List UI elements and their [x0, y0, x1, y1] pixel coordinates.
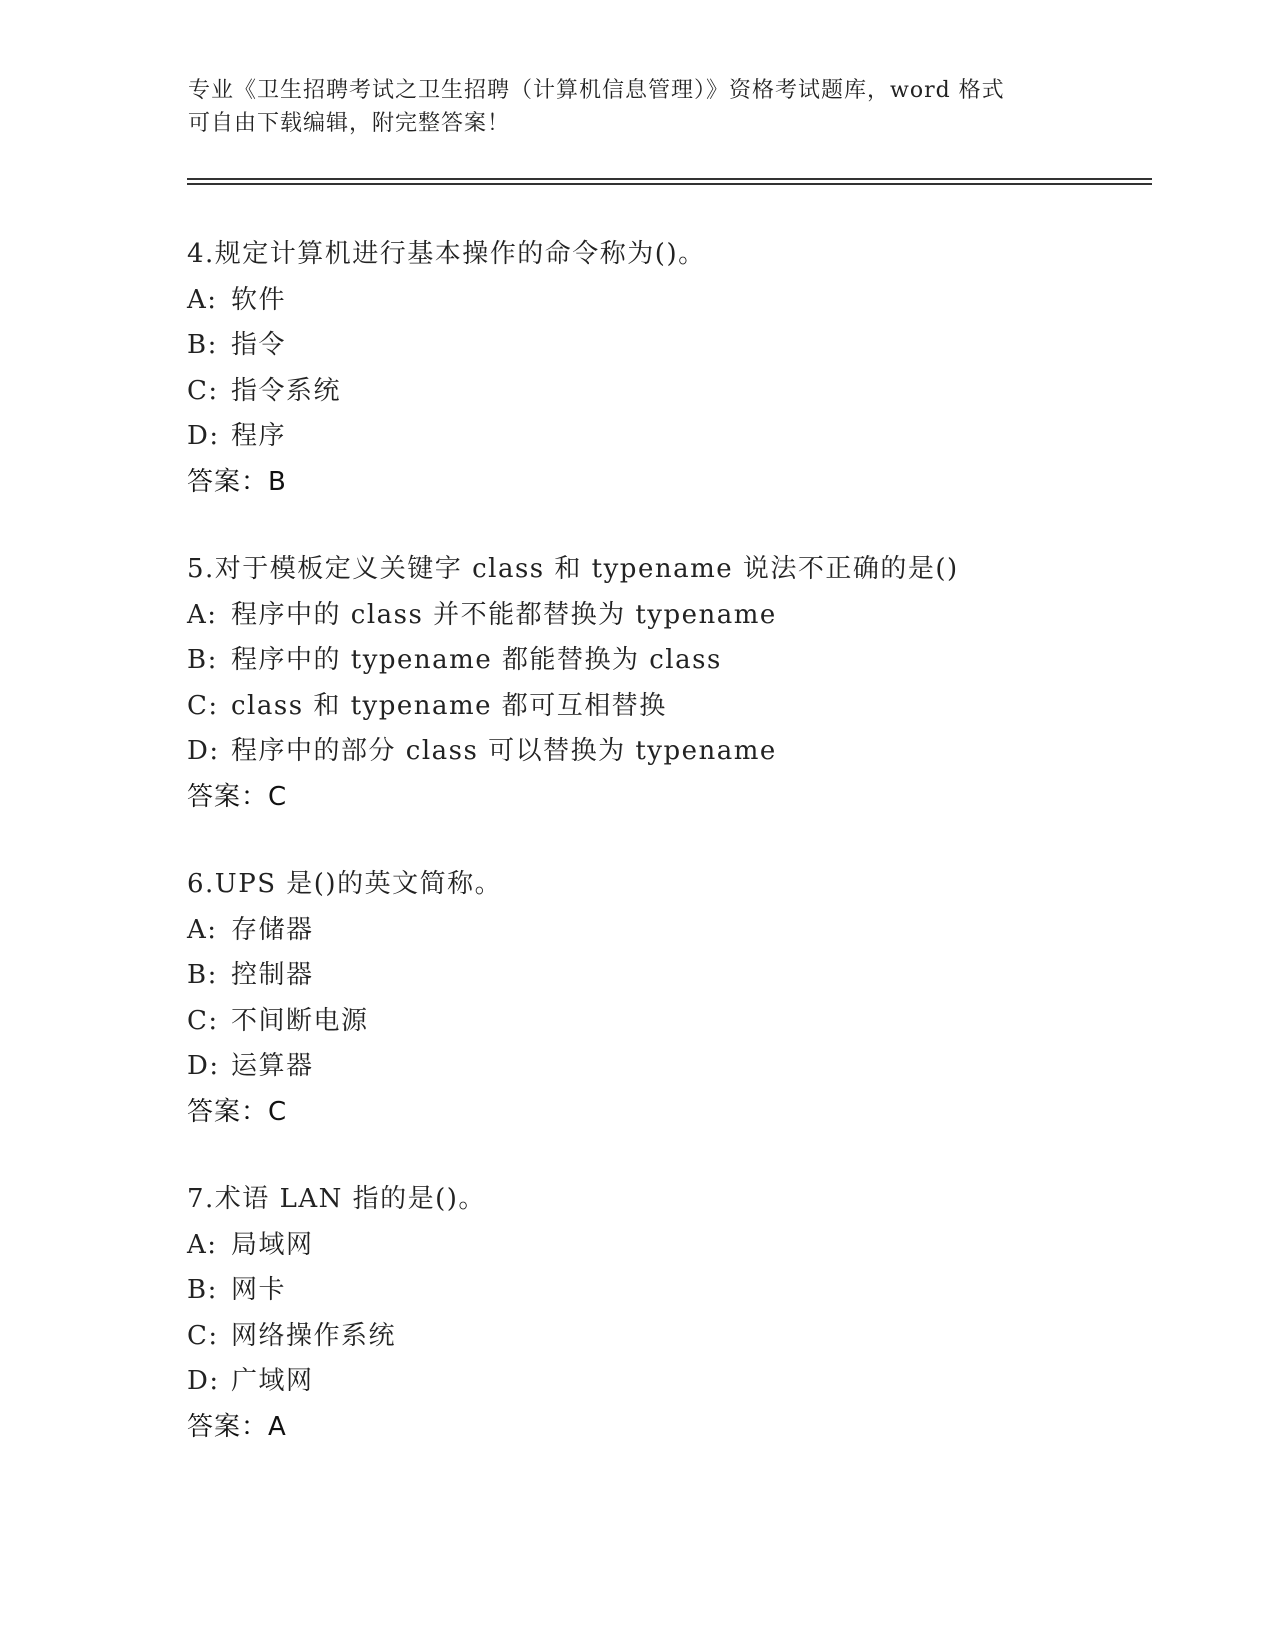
option-text: 软件 [231, 284, 287, 315]
option-text: 网络操作系统 [231, 1320, 397, 1351]
option-d [187, 414, 1187, 460]
option-text: 指令 [231, 330, 287, 360]
document-header [188, 74, 1068, 140]
header-divider-top [187, 178, 1152, 180]
option-c [187, 999, 1187, 1045]
option-text: 指令系统 [231, 375, 342, 406]
option-a [187, 593, 1187, 639]
option-c [187, 369, 1187, 415]
option-text: class 和 typename 都可互相替换 [231, 690, 667, 721]
option-b [187, 1268, 1187, 1314]
option-text: 程序中的 typename 都能替换为 class [231, 645, 722, 675]
option-c [187, 684, 1187, 730]
option-label: B: [187, 330, 218, 360]
option-label: B: [187, 1275, 218, 1305]
option-text: 不间断电源 [231, 1005, 369, 1036]
option-label: A: [187, 1229, 218, 1260]
option-c [187, 1314, 1187, 1360]
option-a [187, 1223, 1187, 1269]
option-label: C: [187, 1320, 219, 1351]
answer-line: 答案：B [187, 466, 287, 497]
header-line-1: 专业《卫生招聘考试之卫生招聘（计算机信息管理）》资格考试题库，word 格式 [188, 78, 1005, 103]
option-label: A: [187, 914, 218, 945]
option-label: D: [187, 421, 220, 451]
option-label: D: [187, 1366, 220, 1396]
option-text: 广域网 [231, 1366, 314, 1396]
option-d [187, 1044, 1187, 1090]
header-line-2: 可自由下载编辑，附完整答案！ [188, 111, 511, 136]
answer-line: 答案：C [187, 781, 288, 812]
option-text: 运算器 [231, 1051, 314, 1081]
answer-line: 答案：A [187, 1411, 287, 1442]
option-text: 控制器 [231, 960, 314, 990]
answer-line: 答案：C [187, 1096, 288, 1127]
option-text: 存储器 [231, 914, 314, 945]
option-label: B: [187, 960, 218, 990]
question-stem: 4.规定计算机进行基本操作的命令称为()。 [187, 239, 706, 269]
question-block [187, 1177, 1187, 1450]
option-label: A: [187, 599, 218, 630]
option-a [187, 278, 1187, 324]
question-block [187, 232, 1187, 505]
option-label: C: [187, 1005, 219, 1036]
option-text: 程序中的 class 并不能都替换为 typename [231, 599, 777, 630]
header-divider-bottom [187, 183, 1152, 185]
option-label: C: [187, 375, 219, 406]
option-b [187, 323, 1187, 369]
option-d [187, 1359, 1187, 1405]
question-block [187, 547, 1187, 820]
option-a [187, 908, 1187, 954]
question-stem: 5.对于模板定义关键字 class 和 typename 说法不正确的是() [187, 554, 959, 584]
option-text: 局域网 [231, 1229, 314, 1260]
option-label: A: [187, 284, 218, 315]
option-label: D: [187, 736, 220, 766]
option-text: 程序 [231, 421, 287, 451]
option-label: C: [187, 690, 219, 721]
option-d [187, 729, 1187, 775]
question-block [187, 862, 1187, 1135]
option-b [187, 953, 1187, 999]
option-text: 程序中的部分 class 可以替换为 typename [231, 736, 777, 766]
option-label: B: [187, 645, 218, 675]
question-stem: 7.术语 LAN 指的是()。 [187, 1184, 486, 1214]
option-text: 网卡 [231, 1275, 287, 1305]
question-stem: 6.UPS 是()的英文简称。 [187, 869, 503, 899]
option-b [187, 638, 1187, 684]
option-label: D: [187, 1051, 220, 1081]
